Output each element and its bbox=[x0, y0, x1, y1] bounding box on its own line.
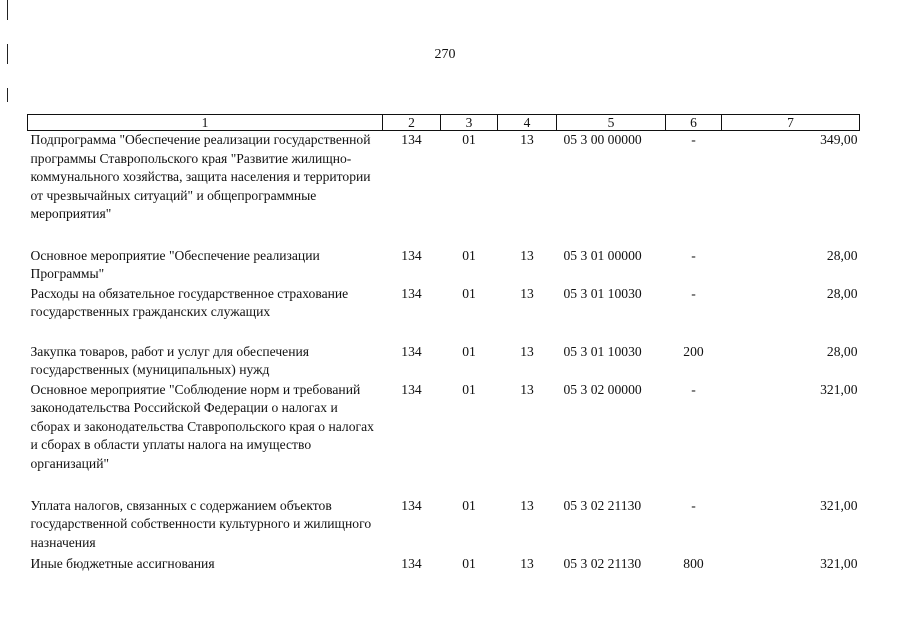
row-csr: 05 3 01 10030 bbox=[563, 343, 642, 359]
table-row bbox=[28, 497, 860, 555]
table-row bbox=[28, 285, 860, 343]
row-csr: 05 3 01 00000 bbox=[563, 247, 642, 263]
row-rz: 01 bbox=[462, 497, 476, 513]
column-number-row bbox=[28, 115, 860, 131]
row-ved: 134 bbox=[401, 285, 422, 301]
row-ved: 134 bbox=[401, 247, 422, 263]
row-sum: 349,00 bbox=[820, 132, 858, 147]
row-pr: 13 bbox=[520, 285, 534, 301]
row-ved: 134 bbox=[401, 555, 422, 571]
row-rz: 01 bbox=[462, 381, 476, 397]
row-vr: - bbox=[691, 132, 696, 147]
row-sum: 28,00 bbox=[826, 285, 858, 301]
row-pr: 13 bbox=[520, 343, 534, 359]
row-pr: 13 bbox=[520, 132, 534, 147]
row-name: Подпрограмма "Обеспечение реализации государственной программы Ставропольского края "Развитие жилищно-коммунального хозяйства, защита населения и территории от чрезвычайных ситуаций" и общепрограммные мероприятия" bbox=[30, 132, 371, 221]
row-vr: 200 bbox=[683, 343, 704, 359]
row-rz: 01 bbox=[462, 247, 476, 263]
row-name: Основное мероприятие "Обеспечение реализации Программы" bbox=[30, 247, 320, 281]
row-name: Закупка товаров, работ и услуг для обеспечения государственных (муниципальных) нужд bbox=[30, 343, 309, 377]
row-pr: 13 bbox=[520, 381, 534, 397]
row-pr: 13 bbox=[520, 497, 534, 513]
column-header-5: 5 bbox=[557, 115, 666, 131]
budget-table bbox=[27, 114, 860, 575]
table-row bbox=[28, 247, 860, 285]
row-rz: 01 bbox=[462, 343, 476, 359]
row-csr: 05 3 00 00000 bbox=[563, 132, 642, 147]
column-header-2: 2 bbox=[383, 115, 441, 131]
row-name: Иные бюджетные ассигнования bbox=[30, 555, 215, 571]
row-csr: 05 3 02 21130 bbox=[563, 497, 642, 513]
table-row bbox=[28, 131, 860, 247]
binding-margin-mark bbox=[7, 88, 8, 102]
row-sum: 321,00 bbox=[820, 555, 858, 571]
column-header-6: 6 bbox=[666, 115, 722, 131]
column-header-3: 3 bbox=[441, 115, 498, 131]
row-rz: 01 bbox=[462, 285, 476, 301]
row-vr: - bbox=[691, 285, 696, 301]
row-sum: 28,00 bbox=[826, 343, 858, 359]
binding-margin-mark bbox=[7, 0, 8, 20]
row-rz: 01 bbox=[462, 132, 476, 147]
row-csr: 05 3 01 10030 bbox=[563, 285, 642, 301]
row-vr: - bbox=[691, 247, 696, 263]
row-rz: 01 bbox=[462, 555, 476, 571]
row-sum: 28,00 bbox=[826, 247, 858, 263]
column-header-1: 1 bbox=[28, 115, 383, 131]
row-name: Уплата налогов, связанных с содержанием объектов государственной собственности культурного и жилищного назначения bbox=[30, 497, 372, 550]
table-row bbox=[28, 555, 860, 575]
column-header-7: 7 bbox=[722, 115, 860, 131]
row-ved: 134 bbox=[401, 381, 422, 397]
row-vr: - bbox=[691, 497, 696, 513]
row-vr: 800 bbox=[683, 555, 704, 571]
row-pr: 13 bbox=[520, 247, 534, 263]
row-sum: 321,00 bbox=[820, 497, 858, 513]
row-ved: 134 bbox=[401, 497, 422, 513]
column-header-4: 4 bbox=[498, 115, 557, 131]
row-ved: 134 bbox=[401, 132, 422, 147]
row-sum: 321,00 bbox=[820, 381, 858, 397]
row-name: Расходы на обязательное государственное страхование государственных гражданских служащих bbox=[30, 285, 349, 319]
row-name: Основное мероприятие "Соблюдение норм и требований законодательства Российской Федерации о налогах и сборах и законодательства Ставропольского края о налогах и сборах в области уплаты налога на имущество организаций" bbox=[30, 381, 374, 471]
table-row bbox=[28, 343, 860, 381]
row-pr: 13 bbox=[520, 555, 534, 571]
page-number: 270 bbox=[434, 47, 456, 62]
table-row bbox=[28, 381, 860, 497]
row-vr: - bbox=[691, 381, 696, 397]
row-csr: 05 3 02 00000 bbox=[563, 381, 642, 397]
row-csr: 05 3 02 21130 bbox=[563, 555, 642, 571]
row-ved: 134 bbox=[401, 343, 422, 359]
